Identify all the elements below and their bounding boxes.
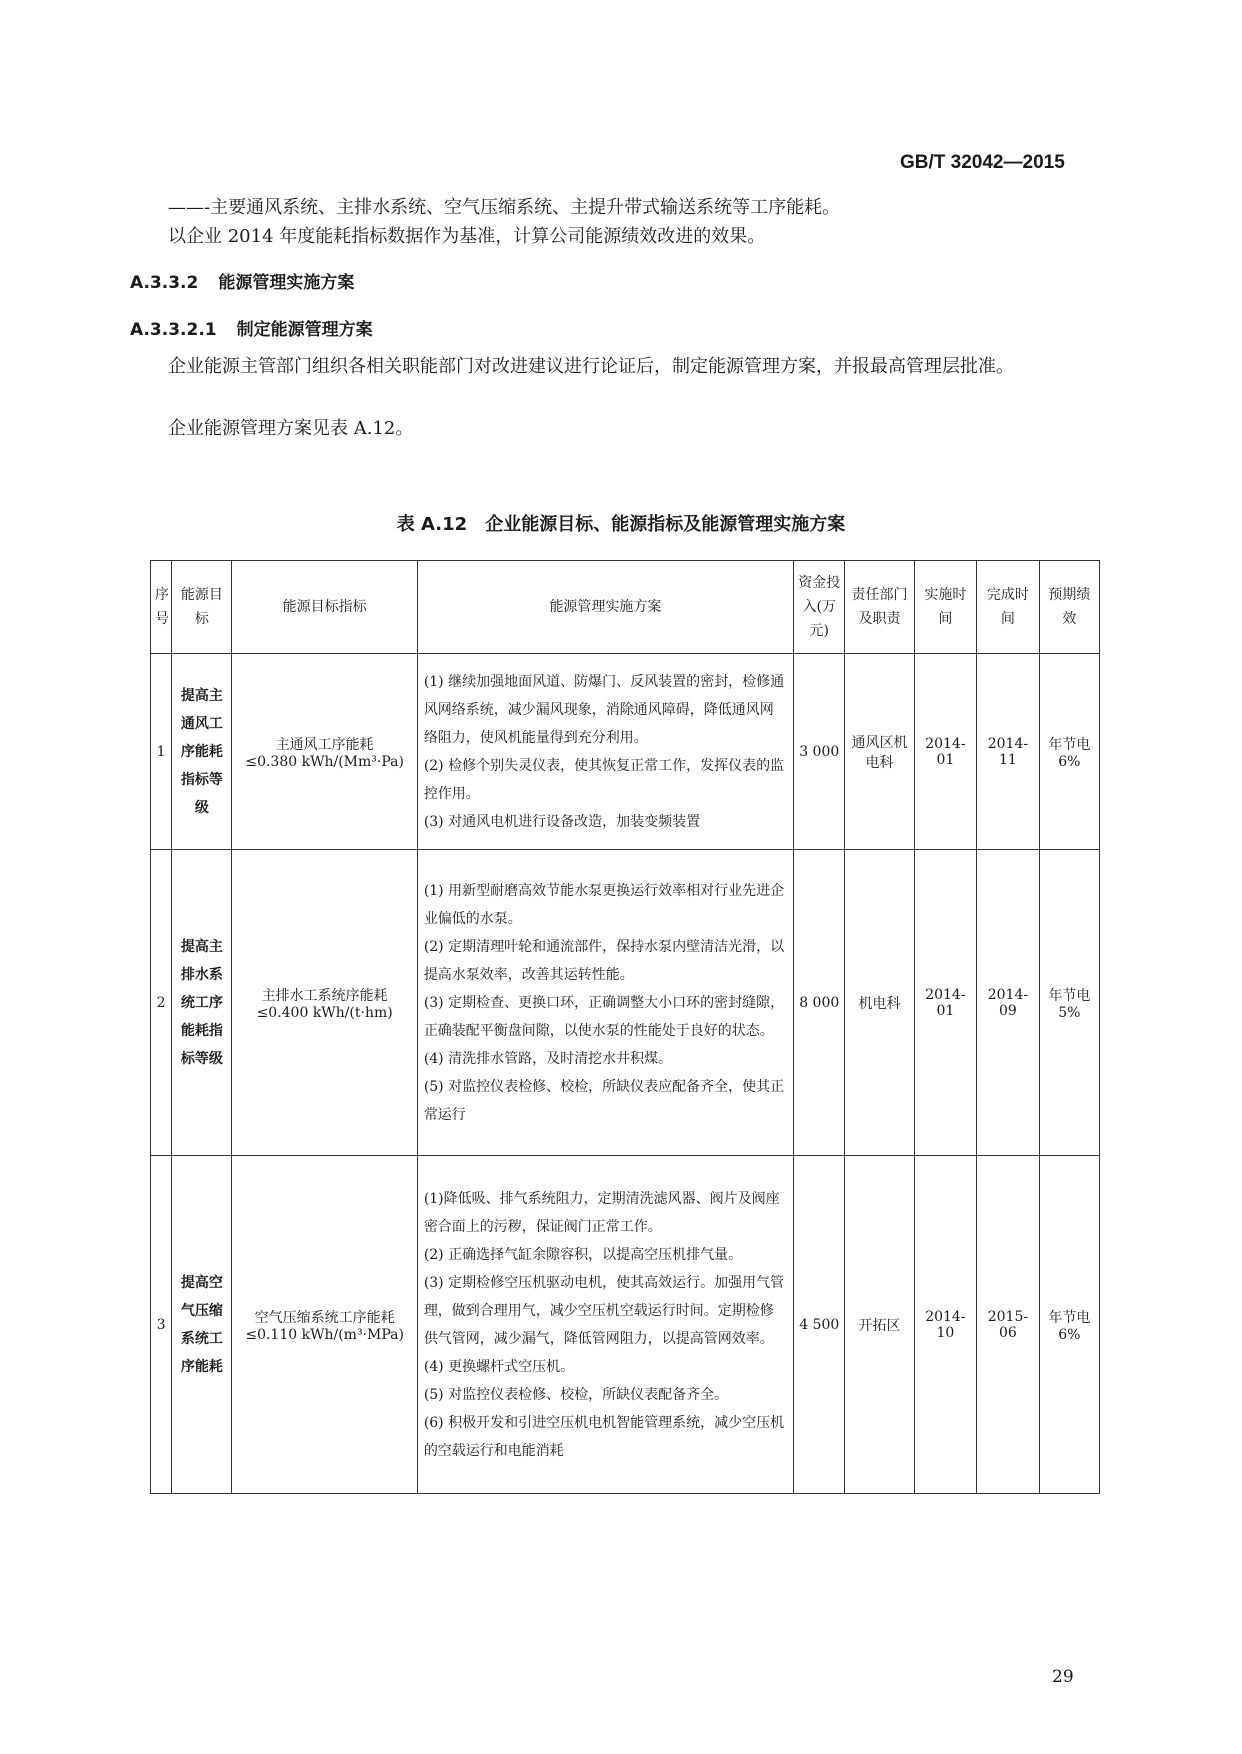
header-effect: 预期绩效 (1039, 561, 1099, 654)
subsection-number: A.3.3.2.1 (130, 320, 217, 340)
plan-item: (1) 用新型耐磨高效节能水泵更换运行效率相对行业先进企业偏低的水泵。 (423, 882, 785, 927)
plan-item: (4) 清洗排水管路，及时清挖水井积煤。 (423, 1050, 673, 1067)
row-start: 2014-01 (914, 850, 977, 1156)
plan-item: (3) 定期检查、更换口环，正确调整大小口环的密封缝隙，正确装配平衡盘间隙，以使水泵的性能处于良好的状态。 (423, 994, 785, 1039)
plan-item: (1)降低吸、排气系统阻力，定期清洗滤风器、阀片及阀座密合面上的污秽，保证阀门正常工作。 (423, 1190, 780, 1235)
plan-item: (1) 继续加强地面风道、防爆门、反风装置的密封，检修通风网络系统，减少漏风现象，消除通风障碍，降低通风网络阻力，使风机能量得到充分利用。 (423, 673, 785, 746)
indicator-name: 主通风工序能耗 (275, 736, 374, 753)
row-no: 1 (151, 654, 172, 850)
table-row (151, 654, 1100, 850)
indicator-name: 主排水工系统序能耗 (261, 987, 388, 1004)
header-target: 能源目标 (172, 561, 232, 654)
row-plan (417, 1156, 793, 1494)
row-effect: 年节电 6% (1039, 654, 1099, 850)
page-number: 29 (1052, 1667, 1074, 1687)
row-effect: 年节电 6% (1039, 1156, 1099, 1494)
header-funds: 资金投入(万元) (794, 561, 845, 654)
plan-item: (5) 对监控仪表检修、校检，所缺仪表配备齐全。 (423, 1386, 729, 1403)
row-effect: 年节电 5% (1039, 850, 1099, 1156)
row-start: 2014-10 (914, 1156, 977, 1494)
paragraph-table-ref: 企业能源管理方案见表 A.12。 (168, 418, 414, 439)
row-target: 提高主排水系统工序能耗指标等级 (172, 850, 232, 1156)
section-title: 能源管理实施方案 (218, 273, 355, 293)
header-indicator: 能源目标指标 (232, 561, 417, 654)
header-no: 序号 (151, 561, 172, 654)
plan-item: (2) 定期清理叶轮和通流部件，保持水泵内壁清洁光滑，以提高水泵效率，改善其运转性能。 (423, 938, 785, 983)
standard-number: GB/T 32042—2015 (900, 152, 1065, 173)
row-end: 2014-09 (977, 850, 1040, 1156)
indicator-name: 空气压缩系统工序能耗 (254, 1309, 395, 1326)
plan-item: (6) 积极开发和引进空压机电机智能管理系统，减少空压机的空载运行和电能消耗 (423, 1414, 785, 1459)
row-start: 2014-01 (914, 654, 977, 850)
row-indicator (232, 1156, 417, 1494)
intro-baseline: 以企业 2014 年度能耗指标数据作为基准，计算公司能源绩效改进的效果。 (168, 226, 766, 247)
indicator-value: ≤0.380 kWh/(Mm³·Pa) (245, 753, 404, 770)
table-caption: 表 A.12 企业能源目标、能源指标及能源管理实施方案 (396, 514, 846, 535)
header-start: 实施时间 (914, 561, 977, 654)
row-no: 2 (151, 850, 172, 1156)
table-header-row (151, 561, 1100, 654)
table-row (151, 850, 1100, 1156)
indicator-value: ≤0.400 kWh/(t·hm) (256, 1004, 393, 1021)
energy-plan-table (150, 560, 1100, 1494)
subsection-title: 制定能源管理方案 (236, 320, 373, 340)
row-no: 3 (151, 1156, 172, 1494)
row-dept: 通风区机电科 (845, 654, 914, 850)
plan-item: (2) 正确选择气缸余隙容积，以提高空压机排气量。 (423, 1246, 743, 1263)
row-plan (417, 654, 793, 850)
indicator-value: ≤0.110 kWh/(m³·MPa) (245, 1326, 404, 1343)
plan-item: (5) 对监控仪表检修、校检，所缺仪表应配备齐全，使其正常运行 (423, 1078, 785, 1123)
row-plan (417, 850, 793, 1156)
header-dept: 责任部门及职责 (845, 561, 914, 654)
row-indicator (232, 850, 417, 1156)
row-funds: 8 000 (794, 850, 845, 1156)
plan-item: (3) 对通风电机进行设备改造，加装变频装置 (423, 813, 701, 830)
plan-item: (3) 定期检修空压机驱动电机，使其高效运行。加强用气管理，做到合理用气，减少空压机空载运行时间。定期检修供气管网，减少漏气，降低管网阻力，以提高管网效率。 (423, 1274, 785, 1347)
subsection-heading (130, 315, 373, 340)
section-number: A.3.3.2 (130, 273, 199, 293)
row-dept: 机电科 (845, 850, 914, 1156)
header-plan: 能源管理实施方案 (417, 561, 793, 654)
plan-item: (4) 更换螺杆式空压机。 (423, 1358, 575, 1375)
plan-item: (2) 检修个别失灵仪表，使其恢复正常工作，发挥仪表的监控作用。 (423, 757, 785, 802)
row-indicator (232, 654, 417, 850)
row-end: 2015-06 (977, 1156, 1040, 1494)
row-target: 提高空气压缩系统工序能耗 (172, 1156, 232, 1494)
paragraph-approval: 企业能源主管部门组织各相关职能部门对改进建议进行论证后，制定能源管理方案，并报最高管理层批准。 (168, 356, 1014, 377)
row-target: 提高主通风工序能耗指标等级 (172, 654, 232, 850)
row-dept: 开拓区 (845, 1156, 914, 1494)
header-end: 完成时间 (977, 561, 1040, 654)
section-heading (130, 268, 354, 293)
row-funds: 4 500 (794, 1156, 845, 1494)
row-end: 2014-11 (977, 654, 1040, 850)
table-row (151, 1156, 1100, 1494)
intro-bullet: ——-主要通风系统、主排水系统、空气压缩系统、主提升带式输送系统等工序能耗。 (168, 197, 841, 218)
row-funds: 3 000 (794, 654, 845, 850)
